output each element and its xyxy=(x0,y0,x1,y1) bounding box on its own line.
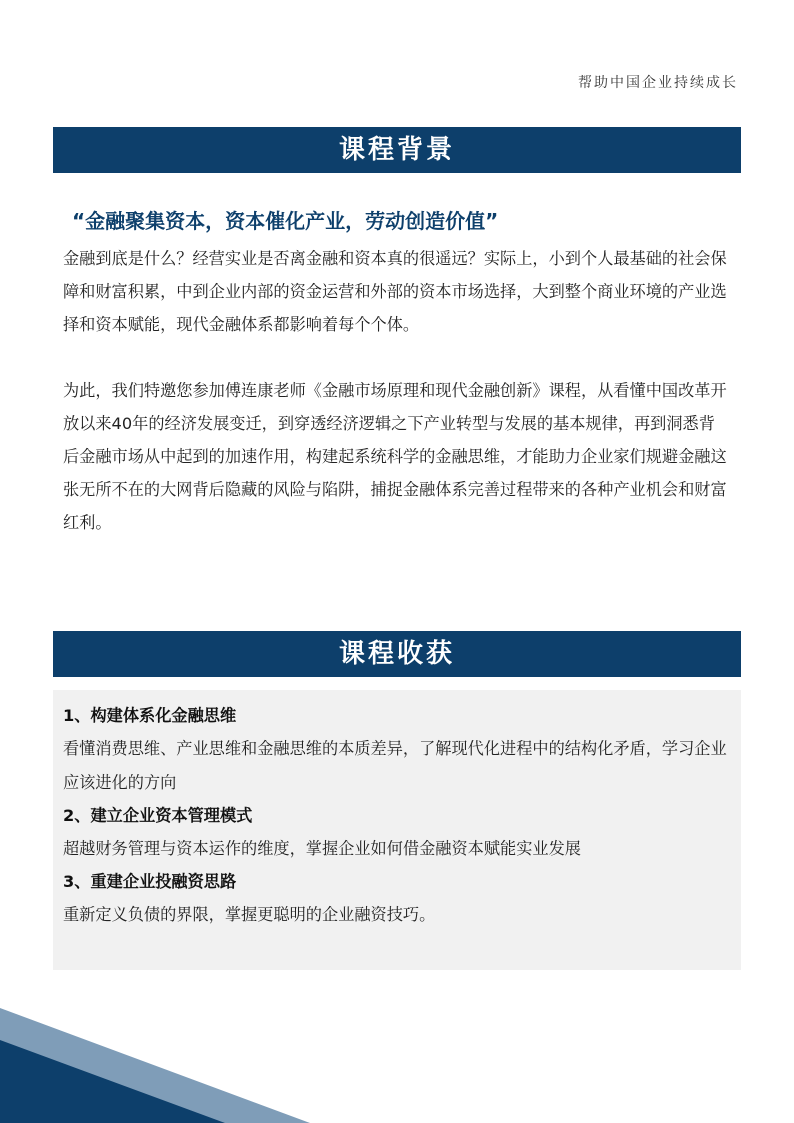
background-quote: “金融聚集资本，资本催化产业，劳动创造价值” xyxy=(72,209,499,233)
section-title-gains: 课程收获 xyxy=(53,631,741,677)
background-paragraph-2: 为此，我们特邀您参加傅连康老师《金融市场原理和现代金融创新》课程，从看懂中国改革开放以来40年的经济发展变迁，到穿透经济逻辑之下产业转型与发展的基本规律，再到洞悉背后金融市场从中起到的加速作用，构建起系统科学的金融思维，才能助力企业家们规避金融这张无所不在的大网背后隐藏的风险与陷阱，捕捉金融体系完善过程带来的各种产业机会和财富红利。 xyxy=(63,381,727,532)
gain-item-1 xyxy=(63,700,731,800)
gain-item-desc: 重新定义负债的界限，掌握更聪明的企业融资技巧。 xyxy=(63,905,436,924)
gain-item-2 xyxy=(63,800,731,866)
gain-item-title: 1、构建体系化金融思维 xyxy=(63,706,237,725)
gains-panel xyxy=(53,690,741,970)
section-title-background: 课程背景 xyxy=(53,127,741,173)
header-tagline: 帮助中国企业持续成长 xyxy=(578,75,738,91)
background-body xyxy=(63,242,731,539)
gain-item-desc: 超越财务管理与资本运作的维度，掌握企业如何借金融资本赋能实业发展 xyxy=(63,839,581,858)
gain-item-title: 2、建立企业资本管理模式 xyxy=(63,806,253,825)
corner-decoration xyxy=(0,1008,310,1123)
gain-item-desc: 看懂消费思维、产业思维和金融思维的本质差异，了解现代化进程中的结构化矛盾，学习企业应该进化的方向 xyxy=(63,739,727,792)
gain-item-3 xyxy=(63,866,731,932)
background-paragraph-1: 金融到底是什么？经营实业是否离金融和资本真的很遥远？实际上，小到个人最基础的社会保障和财富积累，中到企业内部的资金运营和外部的资本市场选择，大到整个商业环境的产业选择和资本赋能，现代金融体系都影响着每个个体。 xyxy=(63,249,727,334)
gain-item-title: 3、重建企业投融资思路 xyxy=(63,872,237,891)
